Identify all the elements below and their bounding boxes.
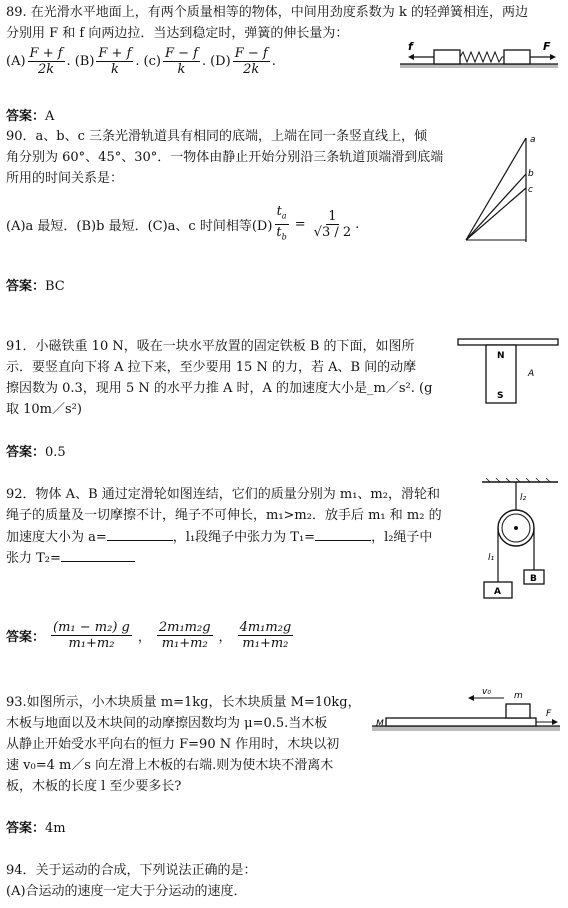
q92-ans2-den: m₁+m₂ bbox=[161, 636, 208, 651]
q89-answer-label: 答案： bbox=[6, 109, 46, 124]
q90-rhs-den: √3 / 2 bbox=[313, 224, 352, 240]
q89-option-a-num: F + f bbox=[29, 46, 63, 61]
q91-line3: 擦因数为 0.3，现用 5 N 的水平力推 A 时，A 的加速度大小是_m／s². (g bbox=[6, 381, 433, 396]
q92-answer-label: 答案： bbox=[6, 630, 46, 645]
q92-ans3-num: 4m₁m₂g bbox=[239, 620, 292, 635]
q89-option-a: (A) $\frac{F + f}{2k}$ . bbox=[6, 46, 71, 77]
q92-fig-l2: l₂ bbox=[520, 493, 527, 503]
q89-spring bbox=[460, 52, 504, 62]
q92-answer bbox=[6, 620, 295, 651]
q92-ans1-den: m₁+m₂ bbox=[68, 636, 115, 651]
q92-line4a: 张力 T₂= bbox=[6, 551, 61, 566]
q89-line2: 分别用 F 和 f 向两边拉．当达到稳定时，弹簧的伸长量为： bbox=[6, 26, 349, 41]
q89-answer bbox=[6, 108, 54, 126]
q92-ans1-num: (m₁ − m₂) g bbox=[53, 620, 130, 635]
q92-line4 bbox=[6, 549, 135, 568]
q89-option-c: (c) $\frac{F - f}{k}$ . bbox=[143, 46, 207, 77]
q89-option-b: (B) $\frac{F + f}{k}$ . bbox=[74, 46, 140, 77]
q93-line3: 从静止开始受水平向右的恒力 F=90 N 作用时，木块以初 bbox=[6, 737, 340, 752]
q90-ratio-den: t bbox=[276, 224, 282, 240]
q91-iron-plate bbox=[458, 339, 558, 345]
q91-fig-a: A bbox=[528, 369, 535, 379]
q89-left-block bbox=[434, 50, 460, 64]
q93-answer-label: 答案： bbox=[6, 821, 46, 836]
q89-option-c-num: F − f bbox=[164, 46, 198, 61]
q93-line4: 速 v₀=4 m／s 向左滑上木板的右端.则为使木块不滑离木 bbox=[6, 758, 334, 773]
q92-fig-l1: l₁ bbox=[488, 553, 495, 563]
q90-ratio-num-sub: a bbox=[281, 211, 287, 221]
q93-small-block bbox=[506, 704, 530, 718]
q93-fig-F: F bbox=[546, 709, 552, 719]
q92-ans3-den: m₁+m₂ bbox=[242, 636, 289, 651]
q92-line1: 92．物体 A、B 通过定滑轮如图连结，它们的质量分别为 m₁、m₂，滑轮和 bbox=[6, 487, 440, 502]
q92-ans1 bbox=[51, 620, 132, 651]
q92-pulley-figure bbox=[478, 476, 562, 602]
q93-fig-M: M bbox=[376, 719, 384, 729]
q92-line3 bbox=[6, 528, 432, 547]
q93-answer bbox=[6, 820, 66, 838]
q92-line3c: ，l₂绳子中 bbox=[371, 530, 433, 545]
q93-ground bbox=[372, 726, 560, 731]
q92-fig-b: B bbox=[530, 574, 537, 584]
q89-option-d-label: (D) bbox=[210, 54, 231, 69]
q92-blank-a[interactable] bbox=[107, 528, 173, 541]
q89-right-block bbox=[504, 50, 530, 64]
q90-equals: = bbox=[294, 216, 306, 232]
q91-line2: 示．要竖直向下将 A 拉下来，至少要用 15 N 的力，若 A、B 间的动摩 bbox=[6, 360, 417, 375]
q92-sep1: ， bbox=[137, 630, 151, 645]
q90-answer bbox=[6, 278, 65, 296]
q89-fig-F: F bbox=[543, 40, 551, 53]
q90-answer-value: BC bbox=[45, 279, 65, 294]
q90-ratio bbox=[274, 204, 288, 244]
q90-tracks-figure bbox=[462, 134, 542, 246]
q91-answer bbox=[6, 444, 66, 462]
q90-answer-label: 答案： bbox=[6, 279, 46, 294]
q89-option-d-den: 2k bbox=[243, 62, 260, 77]
q90-track-c bbox=[466, 188, 526, 240]
q92-blank-t2[interactable] bbox=[61, 549, 135, 562]
q89-fig-f: f bbox=[408, 40, 413, 53]
q91-answer-label: 答案： bbox=[6, 445, 46, 460]
q93-answer-value: 4m bbox=[45, 821, 66, 836]
q93-fig-m: m bbox=[514, 691, 523, 701]
q91-answer-value: 0.5 bbox=[45, 445, 66, 460]
q90-line1: 90．a、b、c 三条光滑轨道具有相同的底端，上端在同一条竖直线上，倾 bbox=[6, 129, 428, 144]
q89-option-d-num: F − f bbox=[234, 46, 268, 61]
q90-track-a bbox=[466, 138, 526, 240]
q90-fig-a: a bbox=[530, 135, 536, 145]
q92-ans3 bbox=[238, 620, 294, 651]
q90-ratio-num: t bbox=[276, 204, 282, 219]
q93-long-board bbox=[386, 718, 536, 726]
q92-ans2-num: 2m₁m₂g bbox=[158, 620, 211, 635]
q89-option-b-label: (B) bbox=[74, 54, 95, 69]
q91-magnet-figure bbox=[454, 336, 562, 406]
q90-fig-c: c bbox=[528, 185, 533, 195]
q90-ratio-den-sub: b bbox=[281, 232, 287, 242]
q93-line5: 板，木板的长度 l 至少要多长? bbox=[6, 779, 182, 794]
q90-rhs bbox=[312, 209, 353, 240]
q90-rhs-num: 1 bbox=[328, 208, 337, 224]
q89-answer-value: A bbox=[45, 109, 55, 124]
q89-option-b-den: k bbox=[110, 62, 119, 77]
q90-options: (A)a 最短．(B)b 最短．(C)a、c 时间相等(D) $\frac{t_a}{t_b}$ = $\frac{1}{√3 / 2}$ . bbox=[6, 204, 359, 244]
q89-spring-figure bbox=[400, 38, 560, 72]
q92-line3b: ，l₁段绳子中张力为 T₁= bbox=[172, 530, 316, 545]
q91-fig-s: S bbox=[497, 391, 504, 401]
q94-line1: 94．关于运动的合成，下列说法正确的是： bbox=[6, 863, 257, 878]
q89-option-a-den: 2k bbox=[37, 62, 55, 77]
q93-line2: 木板与地面以及木块间的动摩擦因数均为 μ=0.5.当木板 bbox=[6, 716, 328, 731]
q90-options-text: (A)a 最短．(B)b 最短．(C)a、c 时间相等(D) bbox=[6, 218, 273, 234]
q89-line1: 89. 在光滑水平地面上，有两个质量相等的物体，中间用劲度系数为 k 的轻弹簧相连，两边 bbox=[6, 5, 528, 20]
q92-fig-a: A bbox=[494, 587, 501, 597]
q89-option-b-num: F + f bbox=[98, 46, 132, 61]
q90-line3: 所用的时间关系是： bbox=[6, 171, 124, 186]
q89-option-c-label: (c) bbox=[143, 54, 161, 69]
q93-board-figure bbox=[372, 686, 562, 734]
q92-ans2 bbox=[157, 620, 213, 651]
q89-option-a-label: (A) bbox=[6, 54, 26, 69]
q94-line2: (A)合运动的速度一定大于分运动的速度． bbox=[6, 884, 247, 899]
q92-line3a: 加速度大小为 a= bbox=[6, 530, 107, 545]
q93-line1: 93.如图所示，小木块质量 m=1kg，长木块质量 M=10kg， bbox=[6, 695, 361, 710]
q90-line2: 角分别为 60°、45°、30°．一物体由静止开始分别沿三条轨道顶端滑到底端 bbox=[6, 150, 444, 165]
q92-blank-t1[interactable] bbox=[315, 528, 371, 541]
q92-line2: 绳子的质量及一切摩擦不计，绳子不可伸长，m₁>m₂．放手后 m₁ 和 m₂ 的 bbox=[6, 508, 442, 523]
q91-fig-n: N bbox=[497, 351, 505, 361]
q90-track-b bbox=[466, 174, 526, 240]
q89-option-c-den: k bbox=[177, 62, 186, 77]
q93-fig-v0: v₀ bbox=[482, 687, 491, 697]
q89-option-d: (D) $\frac{F - f}{2k}$ . bbox=[210, 46, 276, 77]
q91-line1: 91．小磁铁重 10 N，吸在一块水平放置的固定铁板 B 的下面，如图所 bbox=[6, 339, 415, 354]
q89-options bbox=[6, 46, 280, 77]
q92-sep2: ， bbox=[218, 630, 232, 645]
q91-line4: 取 10m／s²) bbox=[6, 402, 82, 417]
q90-fig-b: b bbox=[528, 169, 534, 179]
